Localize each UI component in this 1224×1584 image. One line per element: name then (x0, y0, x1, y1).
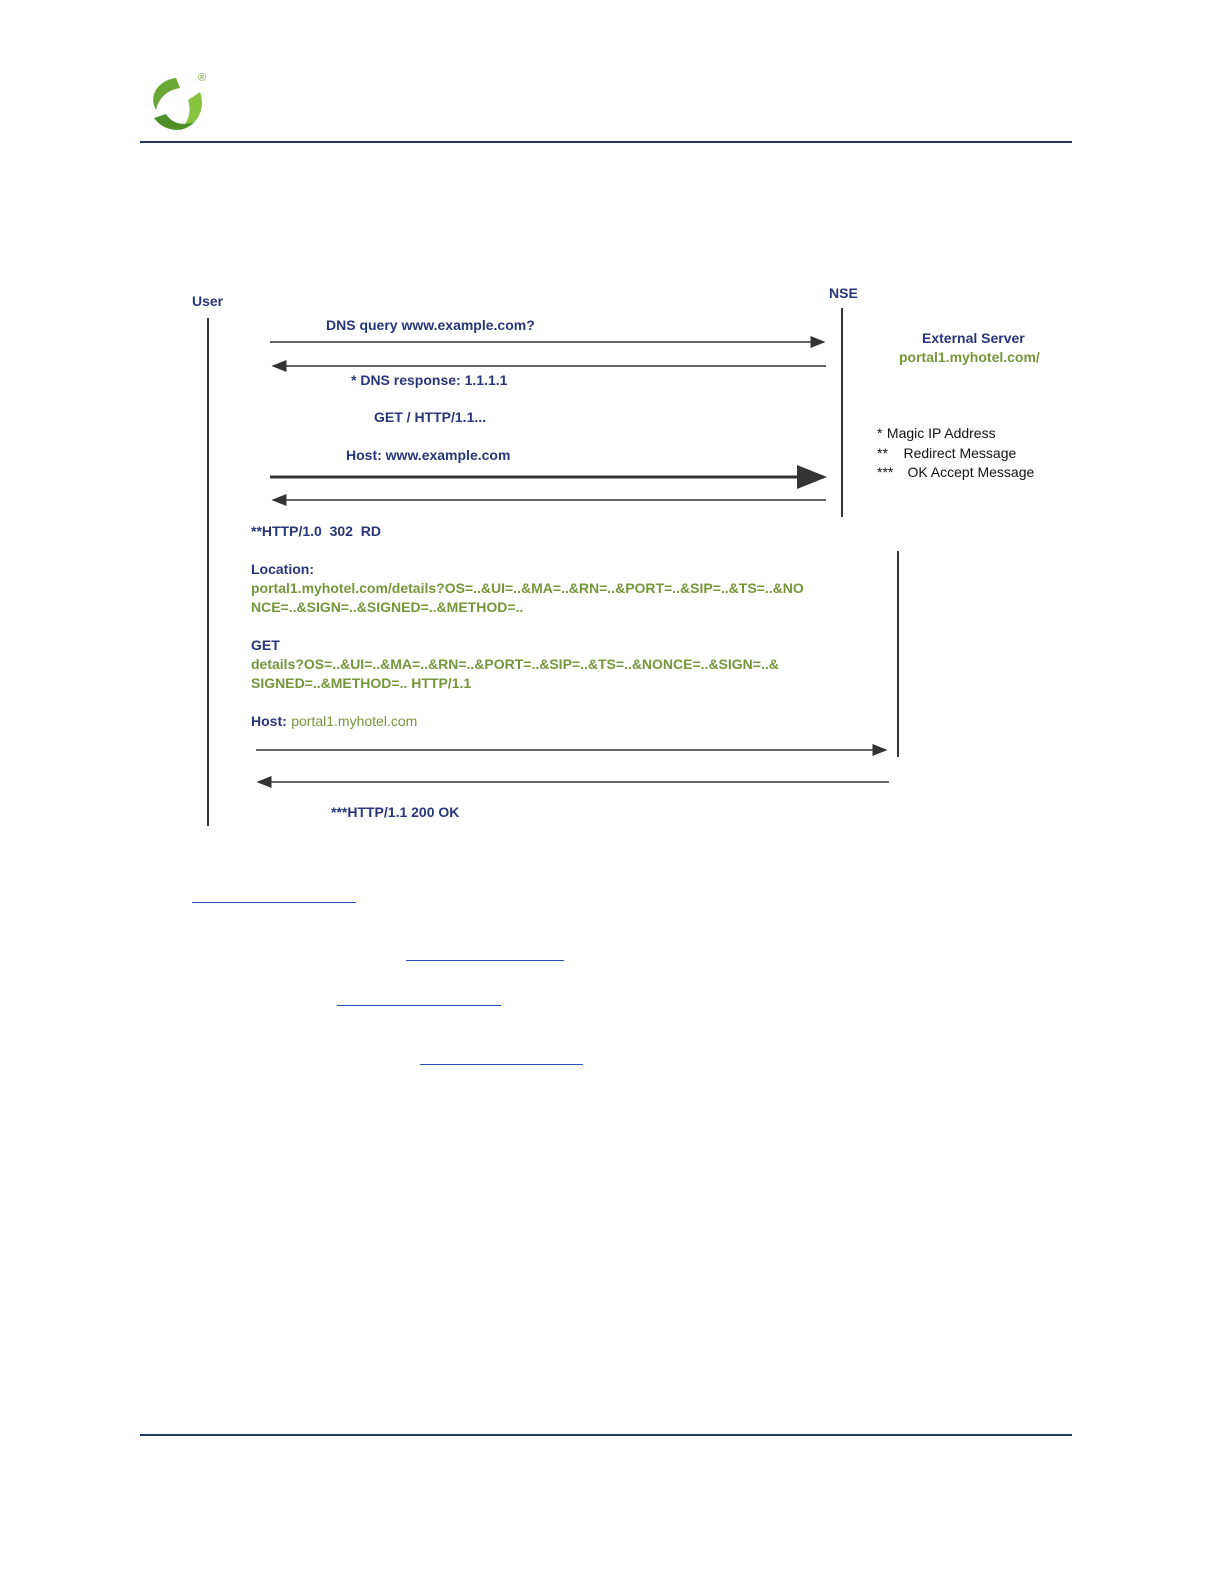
legend (877, 425, 1034, 484)
get-label: GET (251, 637, 280, 653)
get-details-line-2: SIGNED=..&METHOD=.. HTTP/1.1 (251, 675, 472, 691)
legend-text: OK Accept Message (907, 464, 1035, 480)
get-http-label: GET / HTTP/1.1... (374, 409, 487, 425)
footer-rule (140, 1434, 1072, 1436)
ok-label: ***HTTP/1.1 200 OK (331, 804, 460, 820)
link-underline[interactable] (420, 1064, 583, 1065)
host-portal-line (251, 713, 417, 731)
host-example-label: Host: www.example.com (346, 447, 511, 463)
legend-mark: *** (877, 464, 894, 480)
legend-mark: * (877, 425, 883, 441)
legend-text: Magic IP Address (886, 425, 996, 441)
registered-mark: ® (198, 72, 207, 84)
location-label: Location: (251, 561, 314, 577)
nse-label: NSE (829, 285, 858, 301)
location-url-line-1: portal1.myhotel.com/details?OS=..&UI=..&MA=..&RN=..&PORT=..&SIP=..&TS=..&NO (251, 580, 804, 596)
location-url-line-2: NCE=..&SIGN=..&SIGNED=..&METHOD=.. (251, 599, 524, 615)
legend-text: Redirect Message (903, 444, 1017, 461)
external-server-title: External Server (922, 330, 1025, 346)
user-label: User (192, 293, 224, 309)
link-underline[interactable] (337, 1005, 501, 1006)
external-server-url: portal1.myhotel.com/ (899, 349, 1040, 365)
legend-mark: ** (877, 444, 888, 461)
host-portal-value: portal1.myhotel.com (291, 713, 418, 729)
link-underline[interactable] (406, 960, 564, 961)
legend-item (877, 445, 1034, 465)
legend-item (877, 425, 1034, 445)
link-underline[interactable] (192, 902, 356, 903)
dns-query-label: DNS query www.example.com? (326, 317, 535, 333)
get-details-line-1: details?OS=..&UI=..&MA=..&RN=..&PORT=..&SIP=..&TS=..&NONCE=..&SIGN=..& (251, 656, 779, 672)
host-label: Host: (251, 713, 287, 729)
redirect-label: **HTTP/1.0 302 RD (251, 523, 381, 539)
dns-response-label: * DNS response: 1.1.1.1 (351, 372, 508, 388)
legend-item (877, 464, 1034, 484)
